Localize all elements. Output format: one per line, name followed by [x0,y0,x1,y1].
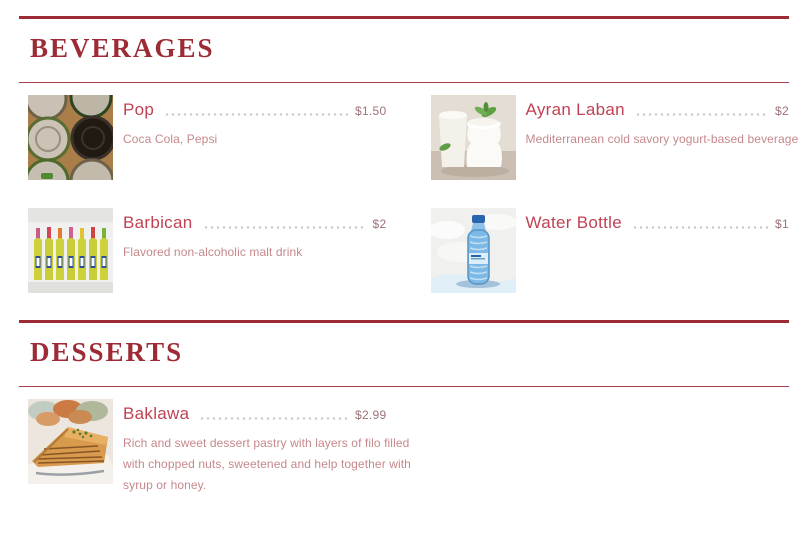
item-title-row [123,404,387,424]
dotted-leader [632,226,768,229]
item-body [123,95,387,180]
item-name: Pop [123,100,155,119]
item-price: $1.50 [354,104,387,118]
water-bottle-image [431,208,516,293]
item-photo [28,399,113,484]
item-name: Baklawa [123,404,190,423]
section-divider-rule [19,82,789,83]
barbican-bottles-image [28,208,113,293]
section-title: BEVERAGES [30,33,215,63]
item-price: $1 [775,217,789,231]
item-title-row [123,100,387,120]
item-photo [431,208,516,293]
pop-cans-image [28,95,113,180]
item-name: Water Bottle [525,213,623,232]
item-body [526,208,790,293]
item-price: $2 [372,217,387,231]
dotted-leader [203,226,366,229]
item-photo [28,208,113,293]
item-photo [28,95,113,180]
menu-section [19,320,789,496]
item-description: Rich and sweet dessert pastry with layers of filo filled with chopped nuts, sweetened and help together with syrup or honey. [123,436,411,492]
item-price: $2 [775,104,789,118]
item-price: $2.99 [354,408,387,422]
dotted-leader [635,113,768,116]
items-grid [28,399,789,496]
item-description: Flavored non-alcoholic malt drink [123,245,303,259]
menu-item [28,95,387,180]
section-title: DESSERTS [30,337,184,367]
item-title-row [526,213,790,233]
item-title-row [123,213,387,233]
item-name: Ayran Laban [525,100,625,119]
menu-item [28,208,387,293]
ayran-laban-image [431,95,516,180]
item-title-row [526,100,790,120]
item-description: Coca Cola, Pepsi [123,132,218,146]
menu-item [431,208,790,293]
menu-item [28,399,411,496]
dotted-leader [164,113,348,116]
section-top-rule [19,320,789,323]
item-body [525,95,799,180]
baklawa-image [28,399,113,484]
menu-section [19,16,799,293]
menu-item [431,95,799,180]
item-name: Barbican [123,213,193,232]
section-divider-rule [19,386,789,387]
section-top-rule [19,16,789,19]
dotted-leader [199,417,348,420]
items-grid [28,95,799,293]
item-body [123,208,387,293]
item-description: Mediterranean cold savory yogurt-based beverage [525,132,799,146]
item-photo [431,95,516,180]
item-body [123,399,411,496]
